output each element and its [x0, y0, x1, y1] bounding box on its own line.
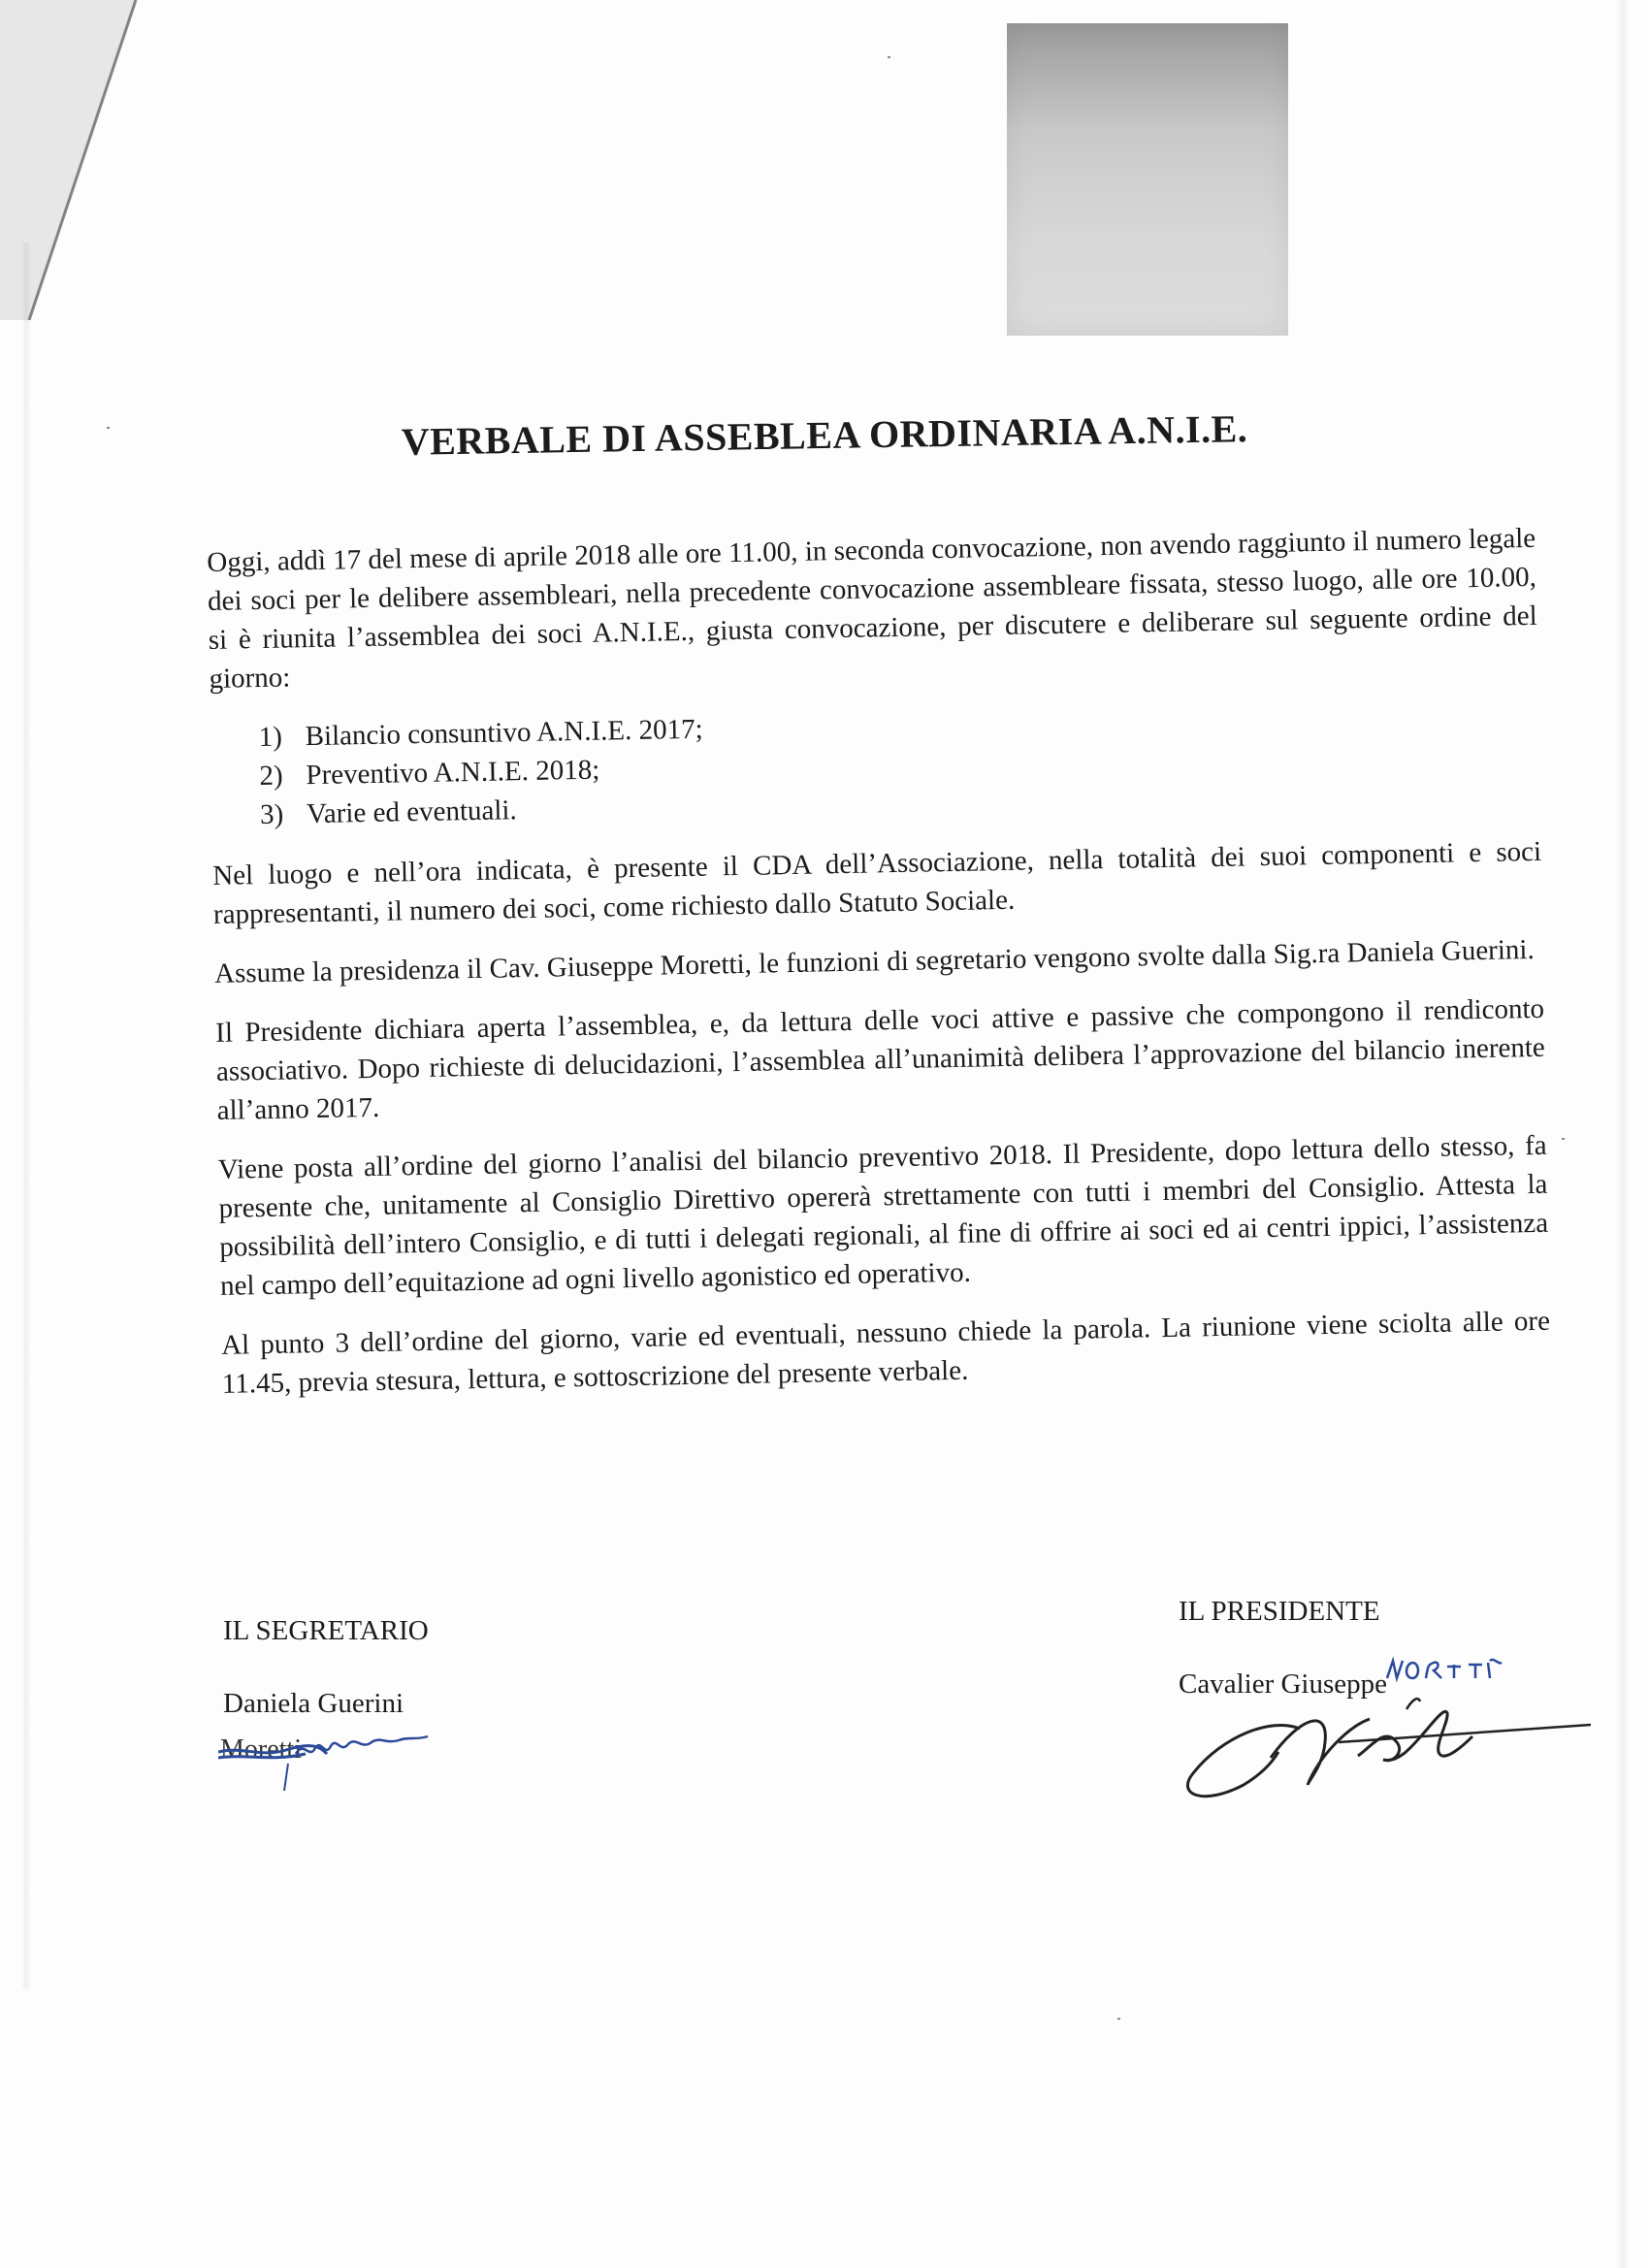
agenda-number: 1): [258, 721, 283, 754]
secretary-role: IL SEGRETARIO: [223, 1615, 429, 1646]
agenda-text: Preventivo A.N.I.E. 2018;: [306, 754, 600, 792]
document-body: [207, 519, 1551, 1424]
president-handwritten-signature: [1164, 1649, 1591, 1814]
redacted-letterhead: [1007, 23, 1288, 336]
agenda-text: Varie ed eventuali.: [306, 794, 517, 830]
left-scan-edge: [21, 243, 31, 1989]
agenda-number: 3): [259, 798, 284, 831]
right-scan-edge: [1616, 0, 1630, 2268]
agenda-number: 2): [259, 760, 283, 793]
document-title: VERBALE DI ASSEBLEA ORDINARIA A.N.I.E.: [401, 406, 1248, 464]
attendance-paragraph: Nel luogo e nell’ora indicata, è presente il CDA dell’Associazione, nella totalità dei suoi componenti e soci rappresentanti, il numero dei soci, come richiesto dallo Statuto Sociale.: [211, 835, 1542, 930]
intro-paragraph: Oggi, addì 17 del mese di aprile 2018 alle ore 11.00, in seconda convocazione, non avendo raggiunto il numero legale dei soci per le delibere assembleari, nella precedente convocazione assembleare fissata, stesso luogo, alle ore 10.00, si è riunita l’assemblea dei soci A.N.I.E., giusta convocazione, per discutere e deliberare sul seguente ordine del giorno:: [207, 522, 1537, 695]
presidency-paragraph: Assume la presidenza il Cav. Giuseppe Moretti, le funzioni di segretario vengono svolte dalla Sig.ra Daniela Guerini.: [213, 933, 1535, 989]
secretary-name: Daniela Guerini: [223, 1688, 404, 1719]
secretary-signature-block: [223, 1615, 429, 1720]
budget-paragraph: Viene posta all’ordine del giorno l’analisi del bilancio preventivo 2018. Il Presidente, dopo lettura dello stesso, fa presente che, unitamente al Consiglio Direttivo opererà strettamente con tutti i membri del Consiglio. Attesta la possibilità dell’intero Consiglio, e di tutti i delegati regionali, al fine di offrire ai soci ed ai centri ippici, l’assistenza nel campo dell’equitazione ad ogni livello agonistico ed operativo.: [217, 1129, 1549, 1302]
balance-paragraph: Il Presidente dichiara aperta l’assemblea, e, da lettura delle voci attive e passive che compongono il rendiconto associativo. Dopo richieste di delucidazioni, l’assemblea all’unanimità delibera l’approvazione del bilancio inerente all’anno 2017.: [214, 992, 1546, 1126]
closing-paragraph: Al punto 3 dell’ordine del giorno, varie ed eventuali, nessuno chiede la parola. La riunione viene sciolta alle ore 11.45, previa stesura, lettura, e sottoscrizione del presente verbale.: [220, 1305, 1551, 1400]
svg-text:Moretti: Moretti: [220, 1734, 302, 1765]
agenda-list: [210, 695, 1540, 835]
president-role: IL PRESIDENTE: [1179, 1596, 1380, 1627]
scan-speck: [1117, 2018, 1120, 2020]
president-name: Cavalier Giuseppe: [1179, 1669, 1388, 1700]
scan-speck: [1562, 1138, 1565, 1140]
agenda-text: Bilancio consuntivo A.N.I.E. 2017;: [305, 713, 703, 753]
scan-speck: [888, 56, 890, 58]
secretary-handwritten-signature: [218, 1725, 451, 1793]
